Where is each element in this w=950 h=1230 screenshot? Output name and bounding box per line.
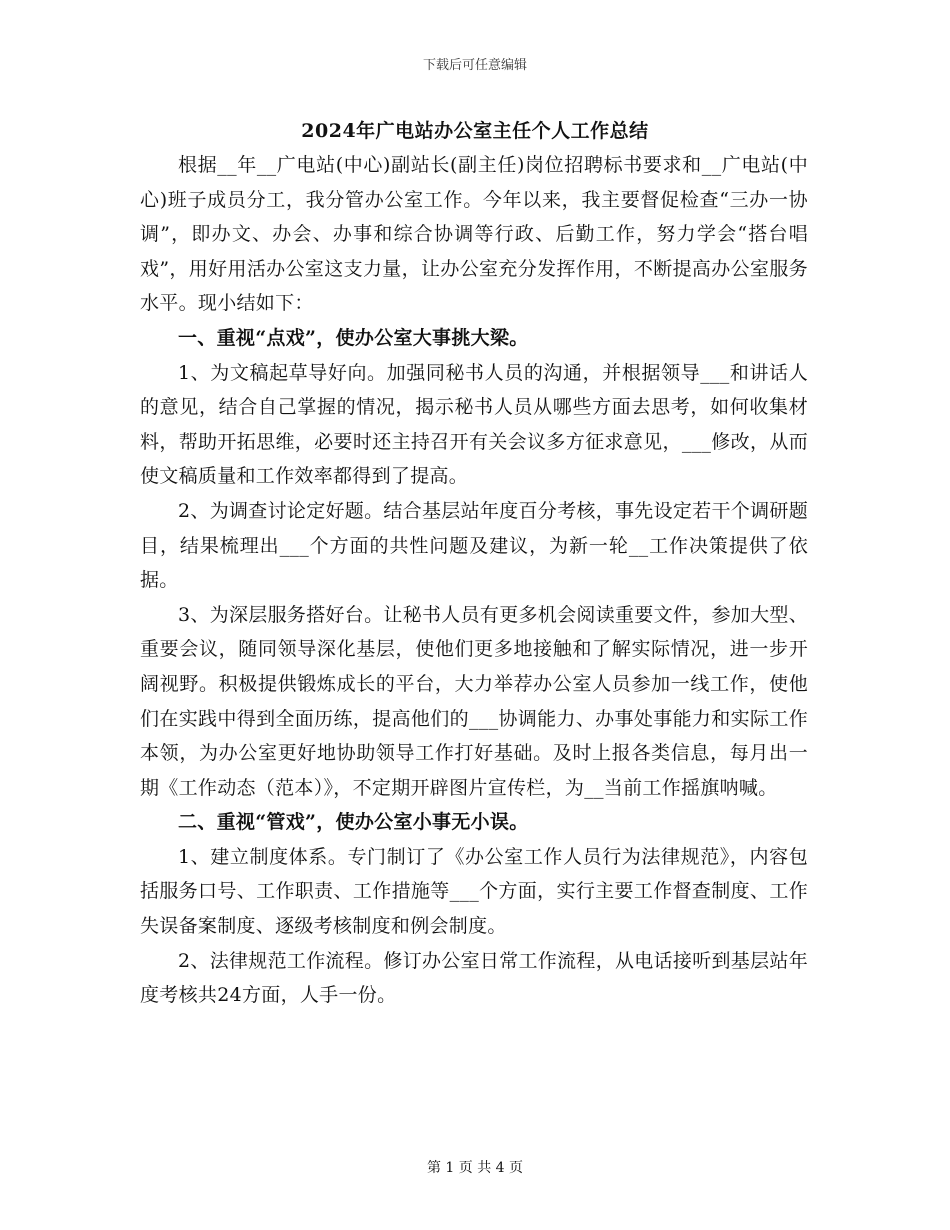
document-title: 2024年广电站办公室主任个人工作总结 (301, 120, 649, 142)
intro-paragraph: 根据__年__广电站(中心)副站长(副主任)岗位招聘标书要求和__广电站(中心)班子成员分工，我分管办公室工作。今年以来，我主要督促检查“三办一协调”，即办文、办会、办事和综合协调等行政、后勤工作，努力学会“搭台唱戏”，用好用活办公室这支力量，让办公室充分发挥作用，不断提高办公室服务水平。现小结如下： (140, 154, 808, 315)
page-number: 第 1 页 共 4 页 (426, 1160, 524, 1176)
paragraph-1-3: 3、为深层服务搭好台。让秘书人员有更多机会阅读重要文件，参加大型、重要会议，随同领导深化基层，使他们更多地接触和了解实际情况，进一步开阔视野。积极提供锻炼成长的平台，大力举荐办公室人员参加一线工作，使他们在实践中得到全面历练，提高他们的___协调能力、办事处事能力和实际工作本领，为办公室更好地协助领导工作打好基础。及时上报各类信息，每月出一期《工作动态（范本）》，不定期开辟图片宣传栏，为__当前工作摇旗呐喊。 (140, 603, 808, 799)
paragraph-2-2: 2、法律规范工作流程。修订办公室日常工作流程，从电话接听到基层站年度考核共24方面，人手一份。 (140, 949, 808, 1007)
paragraph-1-1: 1、为文稿起草导好向。加强同秘书人员的沟通，并根据领导___和讲话人的意见，结合自己掌握的情况，揭示秘书人员从哪些方面去思考，如何收集材料，帮助开拓思维，必要时还主持召开有关会议多方征求意见，___修改，从而使文稿质量和工作效率都得到了提高。 (140, 361, 808, 488)
page-header-note: 下载后可任意编辑 (422, 58, 527, 73)
section-heading-1: 一、重视“点戏”，使办公室大事挑大梁。 (178, 326, 529, 349)
document-body (140, 148, 808, 1013)
paragraph-2-1: 1、建立制度体系。专门制订了《办公室工作人员行为法律规范》，内容包括服务口号、工作职责、工作措施等___个方面，实行主要工作督查制度、工作失误备案制度、逐级考核制度和例会制度。 (140, 845, 808, 938)
section-heading-2: 二、重视“管戏”，使办公室小事无小误。 (178, 811, 529, 834)
paragraph-1-2: 2、为调查讨论定好题。结合基层站年度百分考核，事先设定若干个调研题目，结果梳理出___个方面的共性问题及建议，为新一轮__工作决策提供了依据。 (140, 499, 808, 592)
